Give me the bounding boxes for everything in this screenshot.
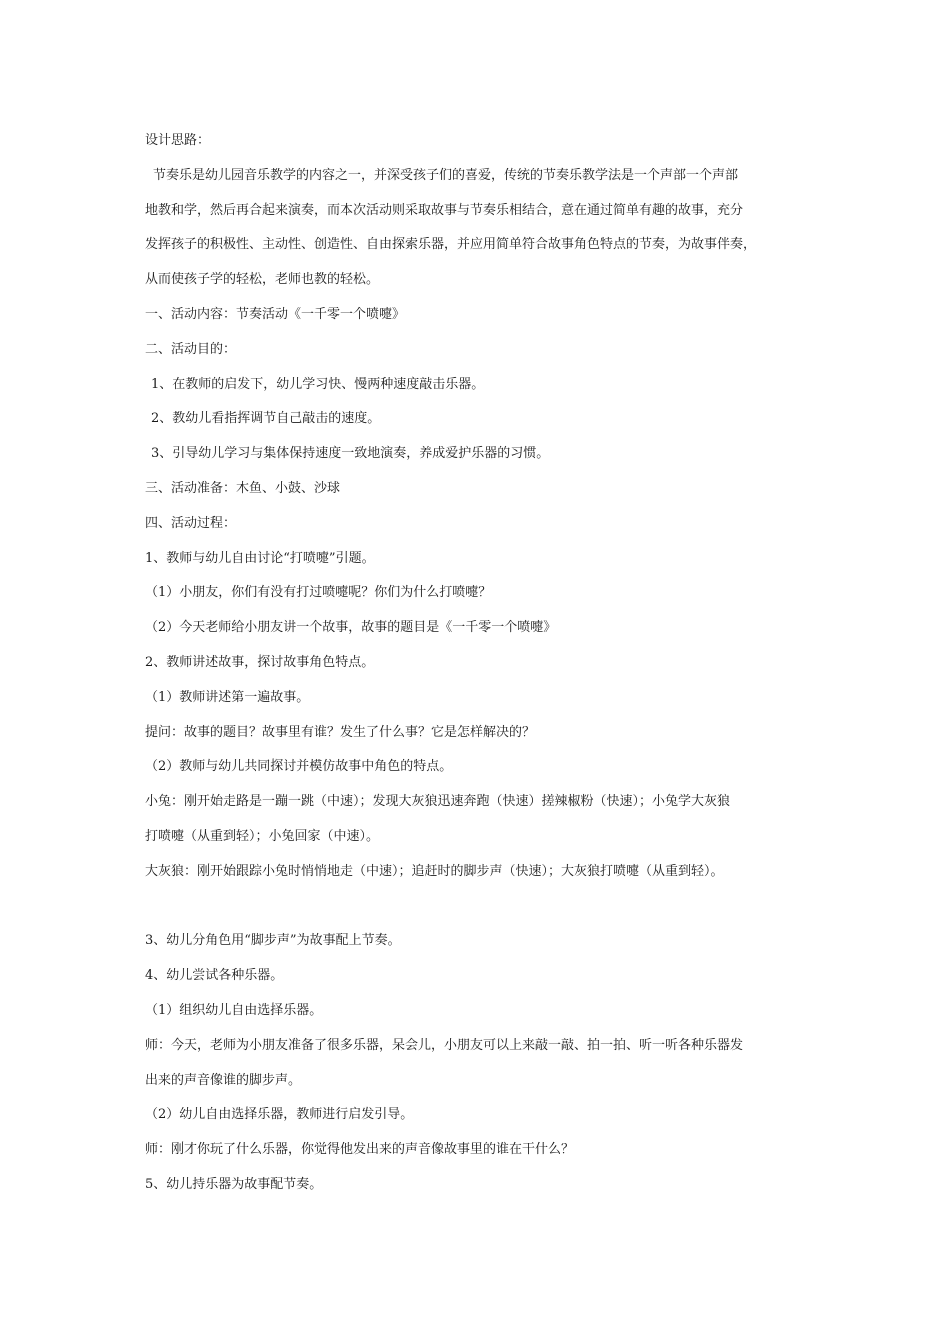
blank-line [145, 890, 825, 925]
section-process-heading: 四、活动过程： [145, 515, 237, 531]
process-line: 1、教师与幼儿自由讨论“打喷嚏”引题。 [145, 550, 375, 566]
process-line: （2）幼儿自由选择乐器，教师进行启发引导。 [145, 1107, 414, 1123]
process-line: （1）组织幼儿自由选择乐器。 [145, 1002, 323, 1018]
section-preparation-heading: 三、活动准备：木鱼、小鼓、沙球 [145, 480, 341, 496]
intro-paragraph-line: 节奏乐是幼儿园音乐教学的内容之一，并深受孩子们的喜爱，传统的节奏乐教学法是一个声部一个声部 [153, 167, 739, 183]
intro-paragraph-line: 地教和学，然后再合起来演奏，而本次活动则采取故事与节奏乐相结合，意在通过简单有趣的故事，充分 [145, 202, 744, 218]
process-line: 4、幼儿尝试各种乐器。 [145, 968, 284, 984]
process-line: 2、教师讲述故事，探讨故事角色特点。 [145, 654, 375, 670]
design-heading: 设计思路： [145, 133, 211, 148]
intro-paragraph-line: 从而使孩子学的轻松，老师也教的轻松。 [145, 272, 380, 288]
goal-item: 3、引导幼儿学习与集体保持速度一致地演奏，养成爱护乐器的习惯。 [151, 446, 550, 462]
process-line: （2）今天老师给小朋友讲一个故事，故事的题目是《一千零一个喷嚏》 [145, 620, 557, 636]
process-line: （1）教师讲述第一遍故事。 [145, 689, 310, 705]
intro-paragraph-line: 发挥孩子的积极性、主动性、创造性、自由探索乐器，并应用简单符合故事角色特点的节奏，为故事伴奏， [145, 237, 757, 253]
goal-item: 1、在教师的启发下，幼儿学习快、慢两种速度敲击乐器。 [151, 376, 485, 392]
process-line: 5、幼儿持乐器为故事配节奏。 [145, 1176, 323, 1192]
process-line: 提问：故事的题目？故事里有谁？发生了什么事？它是怎样解决的？ [145, 724, 536, 740]
section-goals-heading: 二、活动目的： [145, 341, 237, 357]
process-line: 大灰狼：刚开始跟踪小兔时悄悄地走（中速）；追赶时的脚步声（快速）；大灰狼打喷嚏（从重到轻）。 [145, 863, 724, 879]
process-line: 3、幼儿分角色用“脚步声”为故事配上节奏。 [145, 933, 401, 949]
process-line: 师：今天，老师为小朋友准备了很多乐器，呆会儿，小朋友可以上来敲一敲、拍一拍、听一听各种乐器发 [145, 1037, 744, 1053]
process-line: 出来的声音像谁的脚步声。 [145, 1072, 302, 1088]
process-line: （1）小朋友，你们有没有打过喷嚏呢？你们为什么打喷嚏？ [145, 585, 492, 601]
process-line: （2）教师与幼儿共同探讨并模仿故事中角色的特点。 [145, 759, 453, 775]
process-line: 师：刚才你玩了什么乐器，你觉得他发出来的声音像故事里的谁在干什么？ [145, 1142, 575, 1158]
process-line: 打喷嚏（从重到轻）；小兔回家（中速）。 [145, 828, 380, 844]
document-body [145, 124, 825, 1203]
process-line: 小兔：刚开始走路是一蹦一跳（中速）；发现大灰狼迅速奔跑（快速）搓辣椒粉（快速）；小兔学大灰狼 [145, 794, 731, 810]
goal-item: 2、教幼儿看指挥调节自己敲击的速度。 [151, 411, 381, 427]
section-content-heading: 一、活动内容：节奏活动《一千零一个喷嚏》 [145, 306, 406, 322]
